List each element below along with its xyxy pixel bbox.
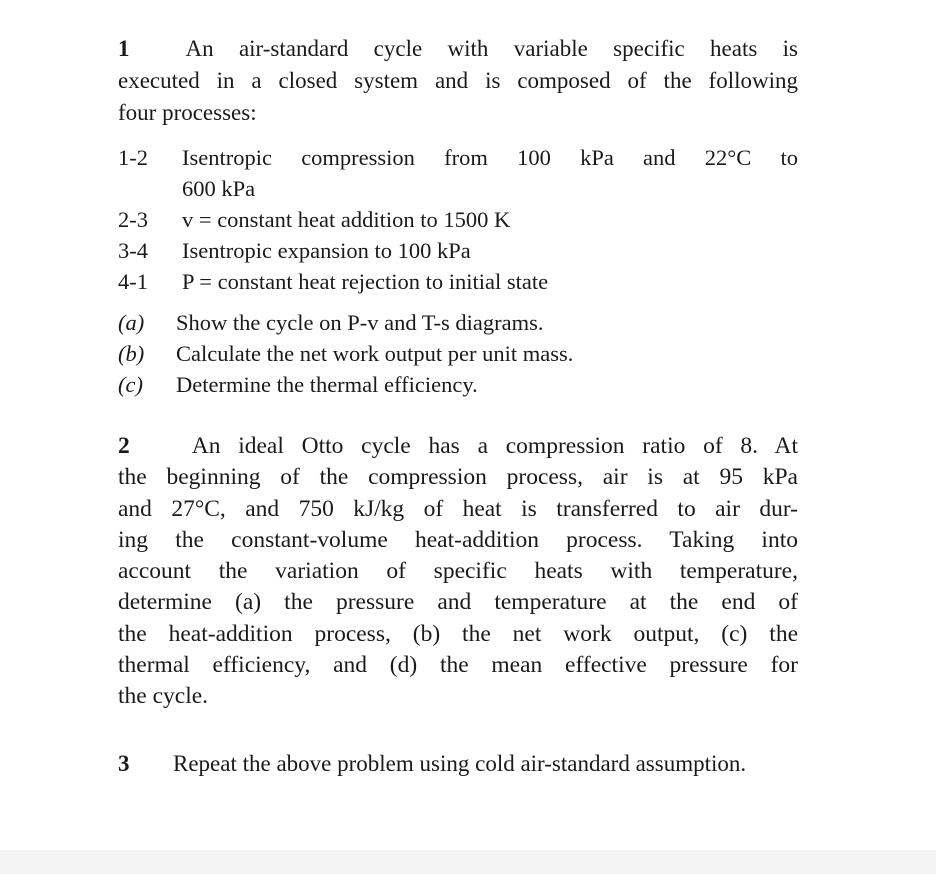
problem-1-number: 1 [118, 36, 130, 61]
question-c [118, 369, 478, 400]
problem-2 [118, 431, 798, 713]
question-label: (c) [118, 372, 143, 397]
question-text: Calculate the net work output per unit mass. [176, 341, 574, 366]
problem-1-intro-line-3: four processes: [118, 100, 257, 125]
question-label: (a) [118, 310, 145, 335]
process-text: v = constant heat addition to 1500 K [182, 207, 511, 232]
problem-2-line: the cycle. [118, 683, 209, 710]
process-4-1 [118, 266, 548, 297]
page-bottom-band [0, 850, 936, 874]
process-label: 3-4 [118, 238, 148, 263]
process-text-continued: 600 kPa [182, 176, 256, 201]
question-b [118, 338, 573, 369]
problem-2-line: 2 An ideal Otto cycle has a compression ratio of 8. At [118, 433, 798, 459]
problem-2-line: thermal efficiency, and (d) the mean effective pressure for [118, 652, 798, 679]
process-label: 1-2 [118, 145, 148, 170]
question-label: (b) [118, 341, 145, 366]
question-text: Show the cycle on P-v and T-s diagrams. [176, 310, 544, 335]
process-text: Isentropic expansion to 100 kPa [182, 238, 471, 263]
process-2-3 [118, 204, 510, 235]
process-label: 4-1 [118, 269, 148, 294]
problem-2-line: determine (a) the pressure and temperature at the end of [118, 589, 798, 616]
problem-2-line: the heat-addition process, (b) the net work output, (c) the [118, 620, 798, 647]
question-text: Determine the thermal efficiency. [176, 372, 478, 397]
problem-1-intro [118, 33, 798, 129]
problem-2-line: account the variation of specific heats with temperature, [118, 558, 798, 585]
process-3-4 [118, 235, 471, 266]
problem-2-line: the beginning of the compression process, air is at 95 kPa [118, 464, 798, 491]
problem-3-number: 3 [118, 751, 130, 776]
problem-2-number: 2 [118, 433, 130, 459]
process-text: Isentropic compression from 100 kPa and 22°C to [182, 145, 798, 170]
question-a [118, 307, 543, 338]
problem-2-line: and 27°C, and 750 kJ/kg of heat is transferred to air dur- [118, 495, 798, 522]
problem-3 [118, 748, 746, 780]
process-1-2 [118, 142, 798, 204]
process-text: P = constant heat rejection to initial state [182, 269, 549, 294]
problem-3-text: Repeat the above problem using cold air-standard assumption. [173, 751, 747, 776]
process-label: 2-3 [118, 207, 148, 232]
problem-2-line: ing the constant-volume heat-addition process. Taking into [118, 526, 798, 553]
problem-1-intro-line-2: executed in a closed system and is composed of the following [118, 68, 798, 93]
problem-1-intro-line-1: 1 An air-standard cycle with variable specific heats is [118, 36, 798, 61]
